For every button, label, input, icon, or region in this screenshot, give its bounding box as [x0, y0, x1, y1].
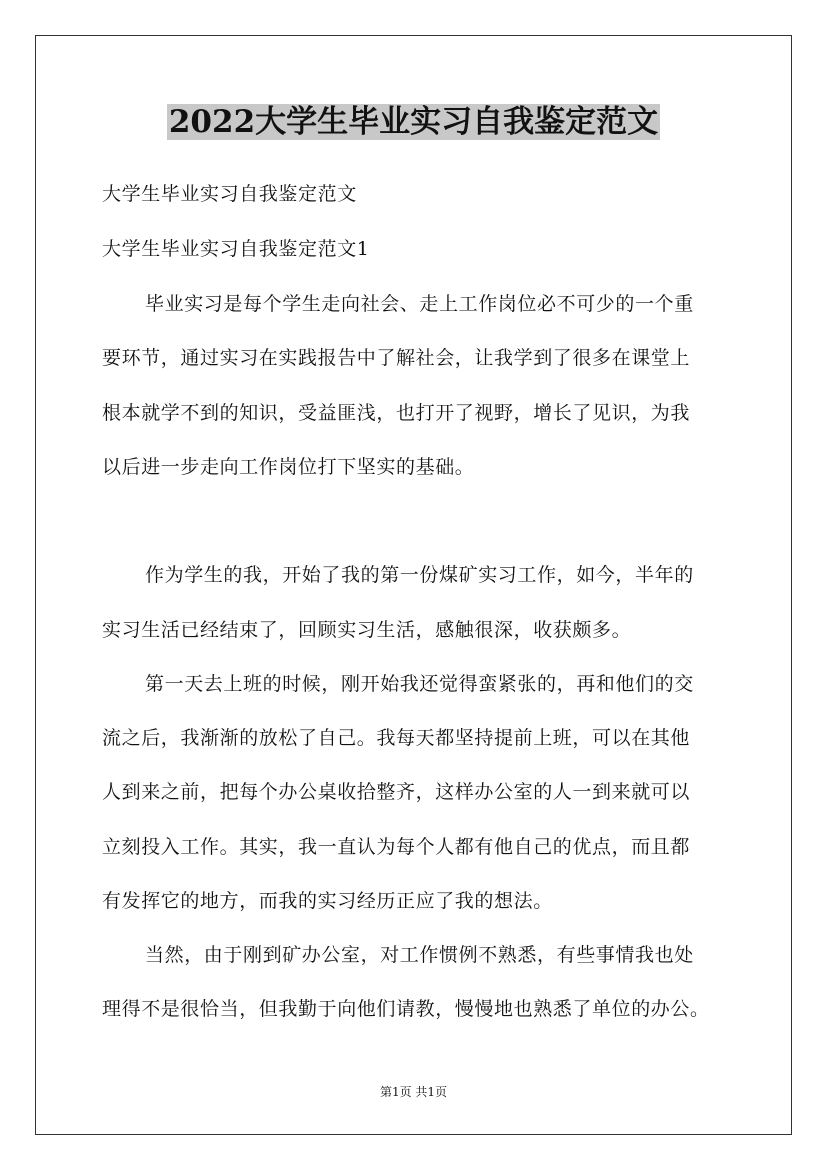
- section-heading: 大学生毕业实习自我鉴定范文1: [102, 238, 370, 260]
- paragraph-line: 作为学生的我，开始了我的第一份煤矿实习工作，如今，半年的: [145, 564, 694, 586]
- paragraph-line: 有发挥它的地方，而我的实习经历正应了我的想法。: [102, 890, 553, 912]
- paragraph-line: 当然，由于刚到矿办公室，对工作惯例不熟悉，有些事情我也处: [145, 944, 694, 966]
- paragraph-line: 人到来之前，把每个办公桌收拾整齐，这样办公室的人一到来就可以: [102, 781, 691, 803]
- paragraph-line: 理得不是很恰当，但我勤于向他们请教，慢慢地也熟悉了单位的办公。: [102, 998, 710, 1020]
- paragraph-line: 根本就学不到的知识，受益匪浅，也打开了视野，增长了见识，为我: [102, 402, 691, 424]
- document-title: 2022大学生毕业实习自我鉴定范文: [168, 104, 659, 140]
- paragraph-line: 以后进一步走向工作岗位打下坚实的基础。: [102, 456, 475, 478]
- subtitle-line: 大学生毕业实习自我鉴定范文: [102, 183, 357, 205]
- paragraph-line: 流之后，我渐渐的放松了自己。我每天都坚持提前上班，可以在其他: [102, 727, 691, 749]
- paragraph-line: 实习生活已经结束了，回顾实习生活，感触很深，收获颇多。: [102, 619, 632, 641]
- paragraph-line: 立刻投入工作。其实，我一直认为每个人都有他自己的优点，而且都: [102, 836, 691, 858]
- paragraph-line: 第一天去上班的时候，刚开始我还觉得蛮紧张的，再和他们的交: [145, 673, 694, 695]
- paragraph-line: 要环节，通过实习在实践报告中了解社会，让我学到了很多在课堂上: [102, 347, 691, 369]
- page-footer: 第1页 共1页: [379, 1085, 448, 1099]
- paragraph-line: 毕业实习是每个学生走向社会、走上工作岗位必不可少的一个重: [145, 293, 694, 315]
